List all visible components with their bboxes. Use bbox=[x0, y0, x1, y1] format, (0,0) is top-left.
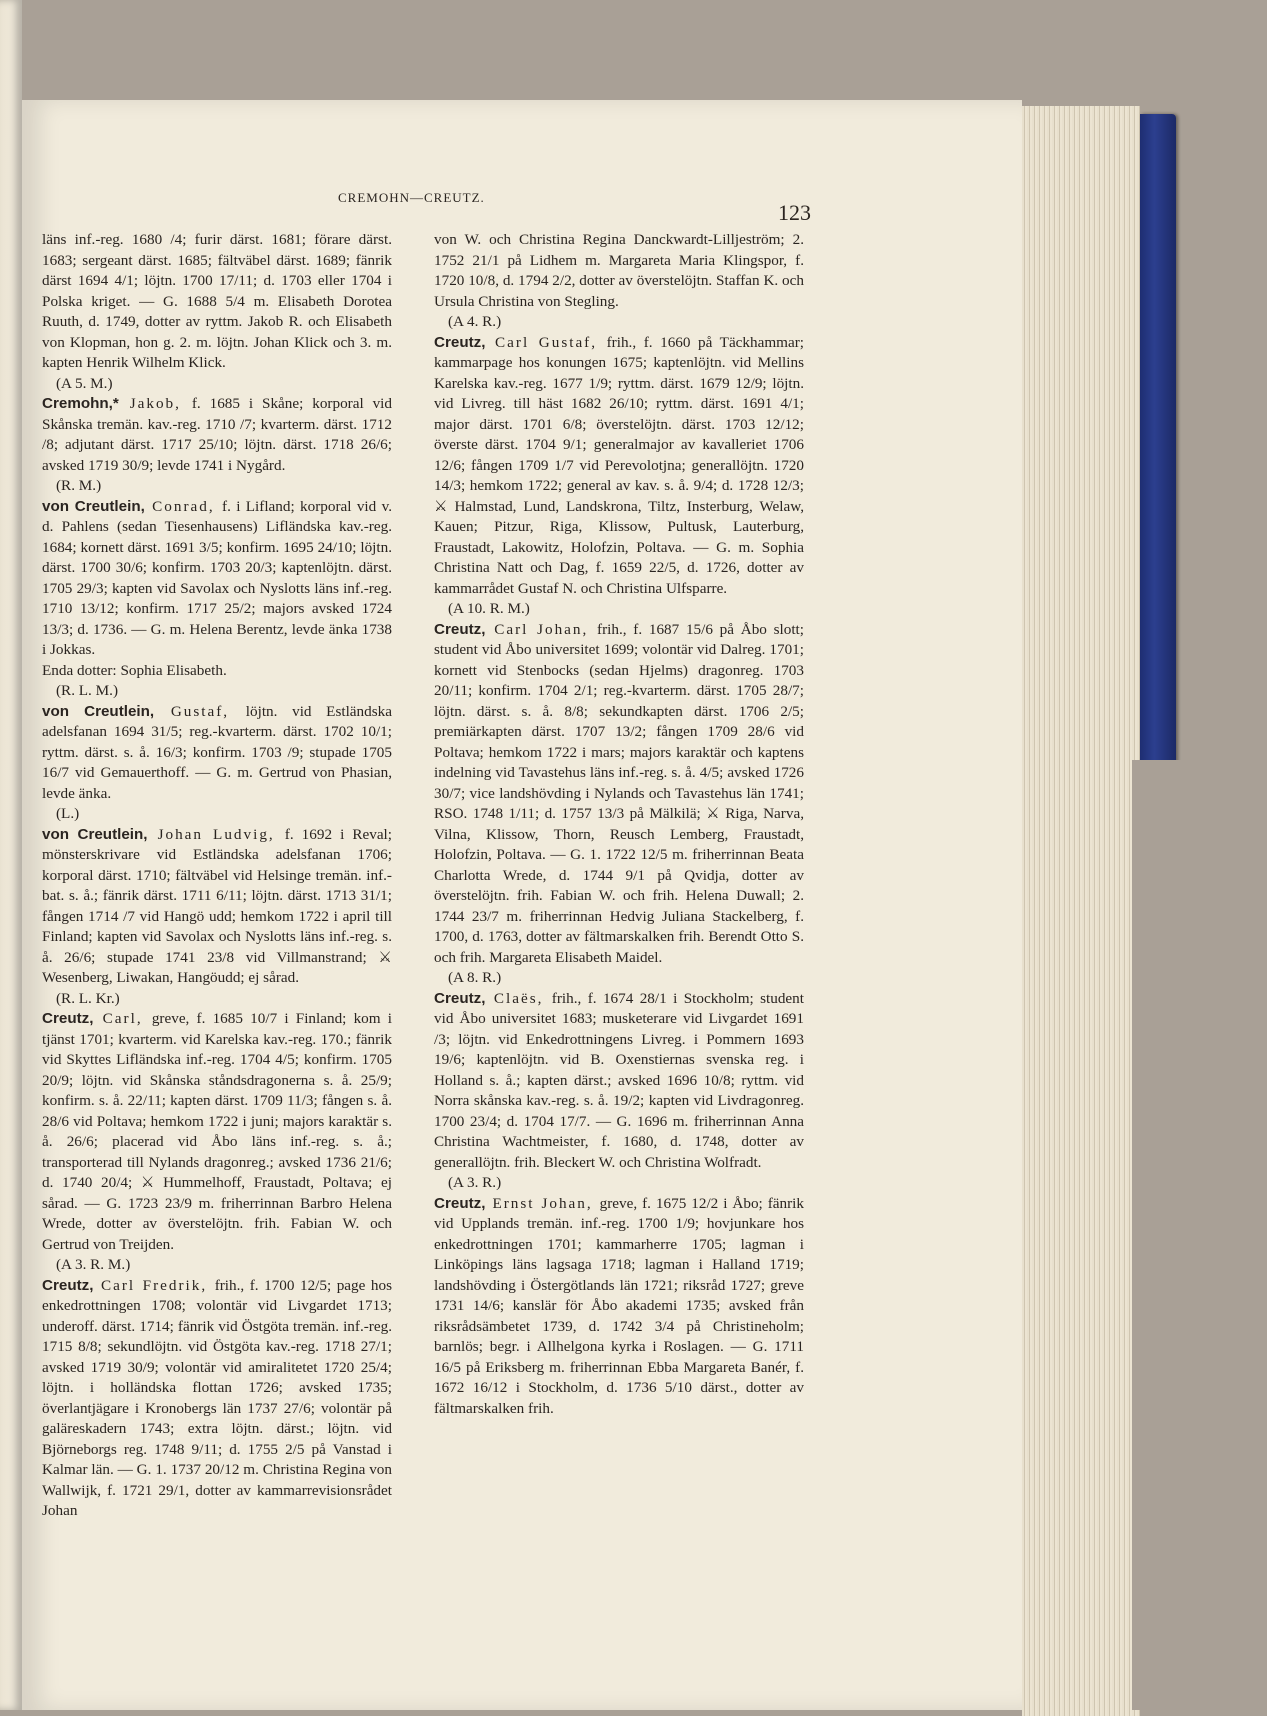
source-reference: (R. L. M.) bbox=[56, 682, 119, 699]
source-reference: (R. M.) bbox=[56, 477, 102, 494]
entry-text: frih., f. 1700 12/5; page hos enkedrottningen 1708; volontär vid Livgardet 1713; underoff. därst. 1714; fänrik vid Östgöta tremän. inf.-reg. 1715 8/8; sekundlöjtn. vid Östgöta kav.-reg. 1718 27/1; avsked 1719 30/9; volontär vid amiralitetet 1720 25/4; löjtn. i holländska flottan 1726; avsked 1735; överlantjägare i Kronobergs län 1737 27/6; volontär på galäreskadern 1743; extra löjtn. därst.; löjtn. vid Björneborgs reg. 1748 9/11; d. 1755 2/5 på Vanstad i Kalmar län. — G. 1. 1737 20/12 m. Christina Regina von Wallwijk, f. 1721 29/1, dotter av kammarrevisionsrådet Johan bbox=[42, 1276, 392, 1519]
biography-entry bbox=[434, 333, 804, 600]
entry-surname: Creutz, bbox=[434, 620, 486, 638]
entry-surname: Creutz, bbox=[434, 1194, 486, 1212]
book-cover bbox=[1140, 114, 1176, 769]
entry-given-name: Jakob, bbox=[118, 395, 192, 412]
paragraph: Enda dotter: Sophia Elisabeth. bbox=[42, 661, 227, 679]
entry-surname: von Creutlein, bbox=[42, 497, 145, 515]
entry-given-name: Carl Johan, bbox=[485, 620, 598, 638]
entry-text: frih., f. 1687 15/6 på Åbo slott; student vid Åbo universitet 1699; volontär vid Dalreg. 1701; kornett vid Stenbocks (sedan Hjelms) dragonreg. 1703 20/11; konfirm. 1704 2/1; reg.-kvarterm. därst. 1705 28/7; löjtn. därst. s. å. 8/8; sekundkapten därst. 1706 2/5; premiärkapten därst. 1707 13/2; fången 1709 28/6 vid Poltava; hemkom 1722 i mars; majors karaktär och kaptens indelning vid Tavastehus läns inf.-reg. s. å. 4/5; avsked 1726 30/7; vice landshövding i Nylands och Tavastehus län 1741; RSO. 1748 1/11; d. 1757 13/3 på Mälkilä; ⚔ Riga, Narva, Vilna, Klissow, Thorn, Reusch Lemberg, Fraustadt, Holofzin, Poltava. — G. 1. 1722 12/5 m. friherrinnan Beata Charlotta Wrede, d. 1744 9/1 på Qvidja, dotter av överstelöjtn. frih. Fabian W. och frih. Helena Duwall; 2. 1744 23/7 m. friherrinnan Hedvig Juliana Stackelberg, f. 1700, d. 1763, dotter av fältmarskalken frih. Berendt Otto S. och frih. Margareta Elisabeth Maidel. bbox=[434, 620, 804, 966]
paragraph: läns inf.-reg. 1680 /4; furir därst. 1681; förare därst. 1683; sergeant därst. 1685; fältväbel därst. 1689; fänrik därst 1694 4/1; löjtn. 1700 17/11; d. 1703 eller 1704 i Polska kriget. — G. 1688 5/4 m. Elisabeth Dorotea Ruuth, d. 1749, dotter av ryttm. Jakob R. och Elisabeth von Klopman, hon g. 2. m. löjtn. Johan Klick och 3. m. kapten Henrik Wilhelm Klick. bbox=[42, 231, 392, 371]
entry-text: löjtn. vid Estländska adelsfanan 1694 31/5; reg.-kvarterm. därst. 1702 10/1; ryttm. därst. s. å. 16/3; konfirm. 1703 /9; stupade 1705 16/7 vid Gemauerthoff. — G. m. Gertrud von Phasian, levde änka. bbox=[42, 702, 392, 802]
entry-surname: Creutz, bbox=[42, 1010, 94, 1027]
source-reference: (A 8. R.) bbox=[448, 969, 502, 986]
biography-entry bbox=[434, 989, 804, 1174]
source-reference: (A 4. R.) bbox=[448, 313, 502, 330]
entry-text: frih., f. 1674 28/1 i Stockholm; student vid Åbo universitet 1683; musketerare vid Livgardet 1691 /3; löjtn. vid Enkedrottningens Livreg. i Pommern 1693 19/6; kaptenlöjtn. vid B. Oxenstiernas svenska reg. i Holland s. å.; kapten därst.; avsked 1696 10/8; ryttm. vid Norra skånska kav.-reg. s. å. 19/2; kapten vid Livdragonreg. 1700 23/4; d. 1704 17/7. — G. 1696 m. friherrinnan Anna Christina Wachtmeister, f. 1680, d. 1748, dotter av generallöjtn. frih. Bleckert W. och Christina Wolfradt. bbox=[434, 989, 804, 1171]
entry-text: f. 1692 i Reval; mönsterskrivare vid Estländska adelsfanan 1706; korporal därst. 1710; fältväbel vid Helsinge tremän. inf.-bat. s. å.; fänrik därst. 1711 6/11; löjtn. därst. 1713 31/1; fången 1714 /7 vid Hangö udd; hemkom 1722 i april till Finland; kapten vid Savolax och Nyslotts läns inf.-reg. s. å. 26/6; stupade 1741 23/8 vid Villmanstrand; ⚔ Wesenberg, Liwakan, Hangöudd; ej sårad. bbox=[42, 825, 392, 986]
entry-given-name: Ernst Johan, bbox=[485, 1194, 600, 1212]
running-head: CREMOHN—CREUTZ. bbox=[338, 190, 485, 205]
page-number: 123 bbox=[778, 200, 811, 225]
entry-given-name: Johan Ludvig, bbox=[147, 825, 285, 843]
entry-text: f. i Lifland; korporal vid v. d. Pahlens (sedan Tiesenhausens) Lifländska kav.-reg. 1684; kornett därst. 1691 3/5; konfirm. 1695 24/10; löjtn. därst. 1700 30/6; konfirm. 1703 20/3; kaptenlöjtn. därst. 1705 29/3; kapten vid Savolax och Nyslotts läns inf.-reg. 1710 13/12; konfirm. 1717 25/2; majors avsked 1724 13/3; d. 1736. — G. m. Helena Berentz, levde änka 1738 i Jokkas. bbox=[42, 497, 392, 658]
entry-given-name: Carl Gustaf, bbox=[485, 333, 607, 351]
entry-given-name: Gustaf, bbox=[154, 702, 246, 720]
biography-entry bbox=[42, 497, 392, 661]
biography-entry bbox=[42, 825, 392, 989]
left-column bbox=[42, 230, 392, 1522]
paragraph: von W. och Christina Regina Danckwardt-Lilljeström; 2. 1752 21/1 på Lidhem m. Margareta Maria Klingspor, f. 1720 10/8, d. 1794 2/2, dotter av överstelöjtn. Staffan K. och Ursula Christina von Stegling. bbox=[434, 231, 804, 310]
right-column bbox=[434, 230, 804, 1419]
entry-surname: von Creutlein, bbox=[42, 825, 148, 843]
biography-entry bbox=[42, 702, 392, 805]
biography-entry bbox=[42, 1276, 392, 1522]
entry-surname: Cremohn,* bbox=[42, 395, 119, 412]
page-block-edge bbox=[1022, 106, 1140, 1716]
biography-entry bbox=[434, 620, 804, 969]
background bbox=[1132, 760, 1182, 1710]
source-reference: (A 5. M.) bbox=[56, 374, 113, 392]
source-reference: (A 3. R. M.) bbox=[56, 1256, 131, 1273]
entry-text: greve, f. 1675 12/2 i Åbo; fänrik vid Upplands tremän. inf.-reg. 1700 1/9; hovjunkare hos enkedrottningen 1701; kammarherre 1705; lagman i Linköpings läns lagsaga 1718; lagman i Halland 1719; landshövding i Östergötlands län 1721; riksråd 1727; greve 1731 14/6; kanslär för Åbo akademi 1735; avsked från riksrådsämbetet 1739, d. 1742 3/4 på Christineholm; barnlös; begr. i Allhelgona kyrka i Roslagen. — G. 1711 16/5 på Eriksberg m. friherrinnan Ebba Margareta Banér, f. 1672 16/12 i Stockholm, d. 1736 5/10 därst., dotter av fältmarskalken frih. bbox=[434, 1194, 804, 1417]
entry-surname: Creutz, bbox=[434, 989, 486, 1007]
biography-entry bbox=[434, 1194, 804, 1420]
entry-text: frih., f. 1660 på Täckhammar; kammarpage hos konungen 1675; kaptenlöjtn. vid Mellins Karelska kav.-reg. 1677 1/9; ryttm. därst. 1679 12/9; löjtn. vid Livreg. till häst 1682 26/10; ryttm. därst. 1691 4/1; major därst. 1701 6/8; överstelöjtn. därst. 1703 12/12; överste därst. 1704 9/1; generalmajor av kavalleriet 1706 12/6; fången 1709 1/7 vid Perevolotjna; generallöjtn. 1720 14/3; hemkom 1722; general av kav. s. å. 9/4; d. 1728 12/3; ⚔ Halmstad, Lund, Landskrona, Tiltz, Insterburg, Welaw, Kauen; Pitzur, Riga, Klissow, Pultusk, Lauterburg, Fraustadt, Lakowitz, Holofzin, Poltava. — G. m. Sophia Christina Natt och Dag, f. 1659 22/5, d. 1726, dotter av kammarrådet Gustaf N. och Christina Ulfsparre. bbox=[434, 333, 804, 597]
source-reference: (A 10. R. M.) bbox=[448, 600, 530, 617]
entry-given-name: Conrad, bbox=[144, 497, 223, 515]
entry-surname: Creutz, bbox=[42, 1276, 94, 1294]
entry-text: greve, f. 1685 10/7 i Finland; kom i tjänst 1701; kvarterm. vid Karelska kav.-reg. 170.; fänrik vid Skyttes Lifländska inf.-reg. 1704 4/5; konfirm. 1705 20/9; löjtn. vid Skånska ståndsdragonerna s. å. 25/9; konfirm. s. å. 22/11; kapten därst. 1709 11/3; fången s. å. 28/6 vid Poltava; hemkom 1722 i juni; majors karaktär s. å. 26/6; placerad vid Åbo läns inf.-reg. s. å.; transporterad till Nylands dragonreg.; avsked 1736 21/6; d. 1740 20/4; ⚔ Hummelhoff, Fraustadt, Poltava; ej sårad. — G. 1723 23/9 m. friherrinnan Barbro Helena Wrede, dotter av överstelöjtn. frih. Fabian W. och Gertrud von Treijden. bbox=[42, 1010, 392, 1253]
entry-given-name: Claës, bbox=[485, 989, 552, 1007]
biography-entry bbox=[42, 1009, 392, 1255]
entry-text: f. 1685 i Skåne; korporal vid Skånska tremän. kav.-reg. 1710 /7; kvarterm. därst. 1712 /8; adjutant därst. 1717 25/10; löjtn. därst. 1718 26/6; avsked 1719 30/9; levde 1741 i Nygård. bbox=[42, 395, 392, 474]
entry-given-name: Carl Fredrik, bbox=[93, 1276, 215, 1294]
biography-entry bbox=[42, 394, 392, 476]
source-reference: (A 3. R.) bbox=[448, 1174, 502, 1191]
entry-surname: von Creutlein, bbox=[42, 702, 155, 720]
entry-given-name: Carl, bbox=[93, 1010, 152, 1027]
entry-surname: Creutz, bbox=[434, 333, 486, 351]
source-reference: (L.) bbox=[56, 805, 80, 822]
source-reference: (R. L. Kr.) bbox=[56, 989, 120, 1007]
left-page-edge bbox=[0, 0, 22, 1710]
